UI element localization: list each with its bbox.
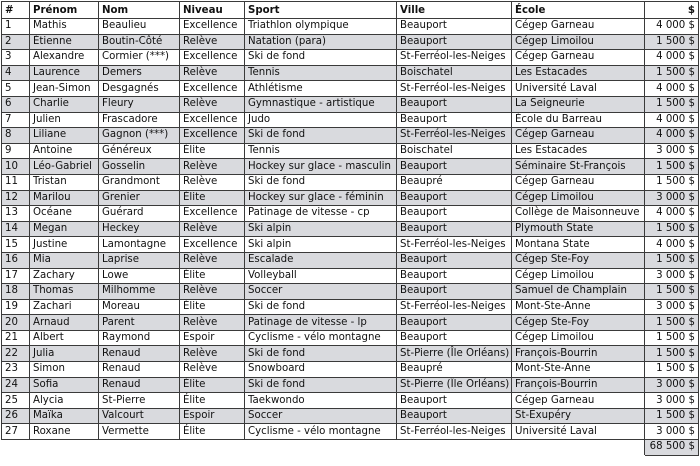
header-niveau: Niveau bbox=[180, 2, 245, 19]
nom-cell: Généreux bbox=[99, 143, 180, 159]
niveau-cell: Excellence bbox=[180, 19, 245, 35]
niveau-cell: Relève bbox=[180, 252, 245, 268]
ecole-cell: Cégep Limoilou bbox=[512, 268, 645, 284]
amount-cell: 4 000 $ bbox=[645, 19, 699, 35]
sport-cell: Ski de fond bbox=[245, 50, 397, 66]
niveau-cell: Relève bbox=[180, 34, 245, 50]
sport-cell: Snowboard bbox=[245, 362, 397, 378]
ville-cell: Beauport bbox=[397, 408, 512, 424]
sport-cell: Tennis bbox=[245, 143, 397, 159]
row-number: 21 bbox=[2, 330, 30, 346]
nom-cell: Milhomme bbox=[99, 284, 180, 300]
table-row bbox=[2, 362, 699, 378]
ecole-cell: Cégep Garneau bbox=[512, 128, 645, 144]
sport-cell: Ski de fond bbox=[245, 174, 397, 190]
nom-cell: Guérard bbox=[99, 206, 180, 222]
amount-cell: 1 500 $ bbox=[645, 221, 699, 237]
amount-cell: 1 500 $ bbox=[645, 96, 699, 112]
nom-cell: Fleury bbox=[99, 96, 180, 112]
row-number: 26 bbox=[2, 408, 30, 424]
row-number: 2 bbox=[2, 34, 30, 50]
row-number: 13 bbox=[2, 206, 30, 222]
sport-cell: Ski alpin bbox=[245, 237, 397, 253]
prenom-cell: Julia bbox=[30, 346, 99, 362]
row-number: 27 bbox=[2, 424, 30, 440]
header-ecole: École bbox=[512, 2, 645, 19]
nom-cell: Frascadore bbox=[99, 112, 180, 128]
amount-cell: 1 500 $ bbox=[645, 252, 699, 268]
niveau-cell: Excellence bbox=[180, 112, 245, 128]
niveau-cell: Excellence bbox=[180, 128, 245, 144]
nom-cell: Parent bbox=[99, 315, 180, 331]
header-row bbox=[2, 2, 699, 19]
table-row bbox=[2, 393, 699, 409]
table-row bbox=[2, 143, 699, 159]
row-number: 17 bbox=[2, 268, 30, 284]
ecole-cell: La Seigneurie bbox=[512, 96, 645, 112]
header-number: # bbox=[2, 2, 30, 19]
ecole-cell: Université Laval bbox=[512, 424, 645, 440]
prenom-cell: Justine bbox=[30, 237, 99, 253]
niveau-cell: Excellence bbox=[180, 206, 245, 222]
ecole-cell: Université Laval bbox=[512, 81, 645, 97]
ville-cell: Beauport bbox=[397, 221, 512, 237]
nom-cell: Boutin-Côté bbox=[99, 34, 180, 50]
row-number: 19 bbox=[2, 299, 30, 315]
amount-cell: 1 500 $ bbox=[645, 159, 699, 175]
ville-cell: Beauport bbox=[397, 284, 512, 300]
prenom-cell: Étienne bbox=[30, 34, 99, 50]
row-number: 23 bbox=[2, 362, 30, 378]
prenom-cell: Roxane bbox=[30, 424, 99, 440]
sport-cell: Volleyball bbox=[245, 268, 397, 284]
sport-cell: Patinage de vitesse - cp bbox=[245, 206, 397, 222]
niveau-cell: Relève bbox=[180, 362, 245, 378]
ville-cell: Beaupré bbox=[397, 174, 512, 190]
nom-cell: Beaulieu bbox=[99, 19, 180, 35]
niveau-cell: Élite bbox=[180, 393, 245, 409]
table-row bbox=[2, 19, 699, 35]
ville-cell: Beauport bbox=[397, 315, 512, 331]
ecole-cell: Collège de Maisonneuve bbox=[512, 206, 645, 222]
ecole-cell: Mont-Ste-Anne bbox=[512, 299, 645, 315]
sport-cell: Natation (para) bbox=[245, 34, 397, 50]
sport-cell: Triathlon olympique bbox=[245, 19, 397, 35]
nom-cell: Desgagnés bbox=[99, 81, 180, 97]
amount-cell: 1 500 $ bbox=[645, 362, 699, 378]
ville-cell: St-Ferréol-les-Neiges bbox=[397, 237, 512, 253]
sport-cell: Hockey sur glace - féminin bbox=[245, 190, 397, 206]
ville-cell: St-Pierre (Île Orléans) bbox=[397, 377, 512, 393]
sport-cell: Tennis bbox=[245, 65, 397, 81]
sport-cell: Ski alpin bbox=[245, 221, 397, 237]
niveau-cell: Élite bbox=[180, 268, 245, 284]
row-number: 1 bbox=[2, 19, 30, 35]
niveau-cell: Élite bbox=[180, 190, 245, 206]
ville-cell: Beauport bbox=[397, 34, 512, 50]
sport-cell: Ski de fond bbox=[245, 299, 397, 315]
niveau-cell: Relève bbox=[180, 315, 245, 331]
ville-cell: St-Ferréol-les-Neiges bbox=[397, 81, 512, 97]
amount-cell: 1 500 $ bbox=[645, 315, 699, 331]
sport-cell: Soccer bbox=[245, 284, 397, 300]
row-number: 24 bbox=[2, 377, 30, 393]
niveau-cell: Relève bbox=[180, 284, 245, 300]
nom-cell: Moreau bbox=[99, 299, 180, 315]
total-spacer bbox=[2, 440, 645, 456]
row-number: 7 bbox=[2, 112, 30, 128]
ecole-cell: Cégep Garneau bbox=[512, 19, 645, 35]
niveau-cell: Relève bbox=[180, 346, 245, 362]
row-number: 10 bbox=[2, 159, 30, 175]
header-sport: Sport bbox=[245, 2, 397, 19]
table-row bbox=[2, 65, 699, 81]
ecole-cell: Séminaire St-François bbox=[512, 159, 645, 175]
amount-cell: 3 000 $ bbox=[645, 268, 699, 284]
prenom-cell: Julien bbox=[30, 112, 99, 128]
nom-cell: Renaud bbox=[99, 362, 180, 378]
niveau-cell: Élite bbox=[180, 377, 245, 393]
prenom-cell: Simon bbox=[30, 362, 99, 378]
row-number: 18 bbox=[2, 284, 30, 300]
row-number: 6 bbox=[2, 96, 30, 112]
prenom-cell: Antoine bbox=[30, 143, 99, 159]
row-number: 15 bbox=[2, 237, 30, 253]
niveau-cell: Élite bbox=[180, 143, 245, 159]
prenom-cell: Léo-Gabriel bbox=[30, 159, 99, 175]
niveau-cell: Relève bbox=[180, 96, 245, 112]
ville-cell: St-Ferréol-les-Neiges bbox=[397, 424, 512, 440]
sport-cell: Soccer bbox=[245, 408, 397, 424]
nom-cell: Grenier bbox=[99, 190, 180, 206]
ville-cell: Beauport bbox=[397, 159, 512, 175]
nom-cell: Gagnon (***) bbox=[99, 128, 180, 144]
table-row bbox=[2, 252, 699, 268]
row-number: 3 bbox=[2, 50, 30, 66]
prenom-cell: Arnaud bbox=[30, 315, 99, 331]
table-row bbox=[2, 268, 699, 284]
table-row bbox=[2, 159, 699, 175]
ecole-cell: Montana State bbox=[512, 237, 645, 253]
prenom-cell: Zachary bbox=[30, 268, 99, 284]
ecole-cell: Cégep Limoilou bbox=[512, 330, 645, 346]
table-row bbox=[2, 377, 699, 393]
amount-cell: 3 000 $ bbox=[645, 143, 699, 159]
amount-cell: 3 000 $ bbox=[645, 377, 699, 393]
table-row bbox=[2, 315, 699, 331]
table-row bbox=[2, 408, 699, 424]
prenom-cell: Alycia bbox=[30, 393, 99, 409]
nom-cell: Vermette bbox=[99, 424, 180, 440]
ville-cell: Boischatel bbox=[397, 65, 512, 81]
ecole-cell: François-Bourrin bbox=[512, 377, 645, 393]
scholarship-table bbox=[1, 1, 699, 456]
prenom-cell: Sofia bbox=[30, 377, 99, 393]
sport-cell: Taekwondo bbox=[245, 393, 397, 409]
ville-cell: Beauport bbox=[397, 268, 512, 284]
table-row bbox=[2, 330, 699, 346]
nom-cell: Demers bbox=[99, 65, 180, 81]
ecole-cell: François-Bourrin bbox=[512, 346, 645, 362]
ecole-cell: Cégep Garneau bbox=[512, 50, 645, 66]
table-row bbox=[2, 190, 699, 206]
ville-cell: Boischatel bbox=[397, 143, 512, 159]
prenom-cell: Albert bbox=[30, 330, 99, 346]
ville-cell: St-Ferréol-les-Neiges bbox=[397, 128, 512, 144]
prenom-cell: Mathis bbox=[30, 19, 99, 35]
amount-cell: 1 500 $ bbox=[645, 330, 699, 346]
amount-cell: 1 500 $ bbox=[645, 174, 699, 190]
niveau-cell: Élite bbox=[180, 424, 245, 440]
row-number: 9 bbox=[2, 143, 30, 159]
ecole-cell: Mont-Ste-Anne bbox=[512, 362, 645, 378]
amount-cell: 4 000 $ bbox=[645, 237, 699, 253]
row-number: 22 bbox=[2, 346, 30, 362]
nom-cell: Gosselin bbox=[99, 159, 180, 175]
ecole-cell: Cégep Limoilou bbox=[512, 34, 645, 50]
total-amount: 68 500 $ bbox=[645, 440, 699, 456]
sport-cell: Judo bbox=[245, 112, 397, 128]
row-number: 16 bbox=[2, 252, 30, 268]
amount-cell: 1 500 $ bbox=[645, 408, 699, 424]
prenom-cell: Tristan bbox=[30, 174, 99, 190]
prenom-cell: Laurence bbox=[30, 65, 99, 81]
sport-cell: Gymnastique - artistique bbox=[245, 96, 397, 112]
niveau-cell: Excellence bbox=[180, 237, 245, 253]
nom-cell: Valcourt bbox=[99, 408, 180, 424]
niveau-cell: Excellence bbox=[180, 50, 245, 66]
amount-cell: 1 500 $ bbox=[645, 346, 699, 362]
table-row bbox=[2, 81, 699, 97]
sport-cell: Athlétisme bbox=[245, 81, 397, 97]
niveau-cell: Espoir bbox=[180, 330, 245, 346]
ville-cell: Beaupré bbox=[397, 362, 512, 378]
ville-cell: Beauport bbox=[397, 206, 512, 222]
row-number: 4 bbox=[2, 65, 30, 81]
sport-cell: Hockey sur glace - masculin bbox=[245, 159, 397, 175]
ville-cell: St-Pierre (Île Orléans) bbox=[397, 346, 512, 362]
prenom-cell: Marilou bbox=[30, 190, 99, 206]
amount-cell: 1 500 $ bbox=[645, 34, 699, 50]
sport-cell: Cyclisme - vélo montagne bbox=[245, 424, 397, 440]
ecole-cell: Cégep Ste-Foy bbox=[512, 315, 645, 331]
niveau-cell: Relève bbox=[180, 159, 245, 175]
prenom-cell: Zachari bbox=[30, 299, 99, 315]
niveau-cell: Relève bbox=[180, 174, 245, 190]
row-number: 11 bbox=[2, 174, 30, 190]
nom-cell: Laprise bbox=[99, 252, 180, 268]
amount-cell: 4 000 $ bbox=[645, 112, 699, 128]
table-row bbox=[2, 50, 699, 66]
ville-cell: St-Ferréol-les-Neiges bbox=[397, 50, 512, 66]
ville-cell: Beauport bbox=[397, 96, 512, 112]
ville-cell: Beauport bbox=[397, 190, 512, 206]
table-row bbox=[2, 237, 699, 253]
ecole-cell: St-Exupéry bbox=[512, 408, 645, 424]
prenom-cell: Océane bbox=[30, 206, 99, 222]
nom-cell: St-Pierre bbox=[99, 393, 180, 409]
nom-cell: Cormier (***) bbox=[99, 50, 180, 66]
amount-cell: 4 000 $ bbox=[645, 206, 699, 222]
ecole-cell: Les Estacades bbox=[512, 143, 645, 159]
row-number: 25 bbox=[2, 393, 30, 409]
sport-cell: Ski de fond bbox=[245, 128, 397, 144]
prenom-cell: Megan bbox=[30, 221, 99, 237]
sport-cell: Ski de fond bbox=[245, 346, 397, 362]
sport-cell: Ski de fond bbox=[245, 377, 397, 393]
table-row bbox=[2, 346, 699, 362]
niveau-cell: Élite bbox=[180, 299, 245, 315]
prenom-cell: Maïka bbox=[30, 408, 99, 424]
amount-cell: 4 000 $ bbox=[645, 128, 699, 144]
nom-cell: Lowe bbox=[99, 268, 180, 284]
prenom-cell: Charlie bbox=[30, 96, 99, 112]
ville-cell: Beauport bbox=[397, 112, 512, 128]
ville-cell: St-Ferréol-les-Neiges bbox=[397, 299, 512, 315]
prenom-cell: Jean-Simon bbox=[30, 81, 99, 97]
ville-cell: Beauport bbox=[397, 252, 512, 268]
amount-cell: 1 500 $ bbox=[645, 65, 699, 81]
niveau-cell: Relève bbox=[180, 221, 245, 237]
nom-cell: Renaud bbox=[99, 346, 180, 362]
row-number: 8 bbox=[2, 128, 30, 144]
niveau-cell: Relève bbox=[180, 65, 245, 81]
nom-cell: Lamontagne bbox=[99, 237, 180, 253]
table-row bbox=[2, 221, 699, 237]
amount-cell: 3 000 $ bbox=[645, 190, 699, 206]
amount-cell: 4 000 $ bbox=[645, 50, 699, 66]
ville-cell: Beauport bbox=[397, 19, 512, 35]
amount-cell: 4 000 $ bbox=[645, 81, 699, 97]
ecole-cell: Cégep Ste-Foy bbox=[512, 252, 645, 268]
nom-cell: Heckey bbox=[99, 221, 180, 237]
ecole-cell: Samuel de Champlain bbox=[512, 284, 645, 300]
row-number: 12 bbox=[2, 190, 30, 206]
prenom-cell: Mia bbox=[30, 252, 99, 268]
table-row bbox=[2, 34, 699, 50]
header-prenom: Prénom bbox=[30, 2, 99, 19]
ville-cell: Beauport bbox=[397, 330, 512, 346]
table-row bbox=[2, 112, 699, 128]
header-nom: Nom bbox=[99, 2, 180, 19]
table-row bbox=[2, 284, 699, 300]
ecole-cell: École du Barreau bbox=[512, 112, 645, 128]
ecole-cell: Cégep Garneau bbox=[512, 393, 645, 409]
niveau-cell: Espoir bbox=[180, 408, 245, 424]
ecole-cell: Cégep Limoilou bbox=[512, 190, 645, 206]
table-row bbox=[2, 424, 699, 440]
table-body bbox=[2, 19, 699, 440]
ecole-cell: Cégep Garneau bbox=[512, 174, 645, 190]
nom-cell: Raymond bbox=[99, 330, 180, 346]
prenom-cell: Alexandre bbox=[30, 50, 99, 66]
prenom-cell: Liliane bbox=[30, 128, 99, 144]
amount-cell: 3 000 $ bbox=[645, 393, 699, 409]
table-row bbox=[2, 174, 699, 190]
sport-cell: Cyclisme - vélo montagne bbox=[245, 330, 397, 346]
ecole-cell: Les Estacades bbox=[512, 65, 645, 81]
table-row bbox=[2, 128, 699, 144]
sport-cell: Patinage de vitesse - lp bbox=[245, 315, 397, 331]
sport-cell: Escalade bbox=[245, 252, 397, 268]
row-number: 14 bbox=[2, 221, 30, 237]
header-amount: $ bbox=[645, 2, 699, 19]
amount-cell: 3 000 $ bbox=[645, 424, 699, 440]
ecole-cell: Plymouth State bbox=[512, 221, 645, 237]
row-number: 5 bbox=[2, 81, 30, 97]
table-row bbox=[2, 299, 699, 315]
row-number: 20 bbox=[2, 315, 30, 331]
nom-cell: Grandmont bbox=[99, 174, 180, 190]
table-row bbox=[2, 96, 699, 112]
header-ville: Ville bbox=[397, 2, 512, 19]
niveau-cell: Excellence bbox=[180, 81, 245, 97]
table-row bbox=[2, 206, 699, 222]
amount-cell: 1 500 $ bbox=[645, 284, 699, 300]
nom-cell: Renaud bbox=[99, 377, 180, 393]
amount-cell: 3 000 $ bbox=[645, 299, 699, 315]
ville-cell: Beauport bbox=[397, 393, 512, 409]
total-row bbox=[2, 440, 699, 456]
prenom-cell: Thomas bbox=[30, 284, 99, 300]
